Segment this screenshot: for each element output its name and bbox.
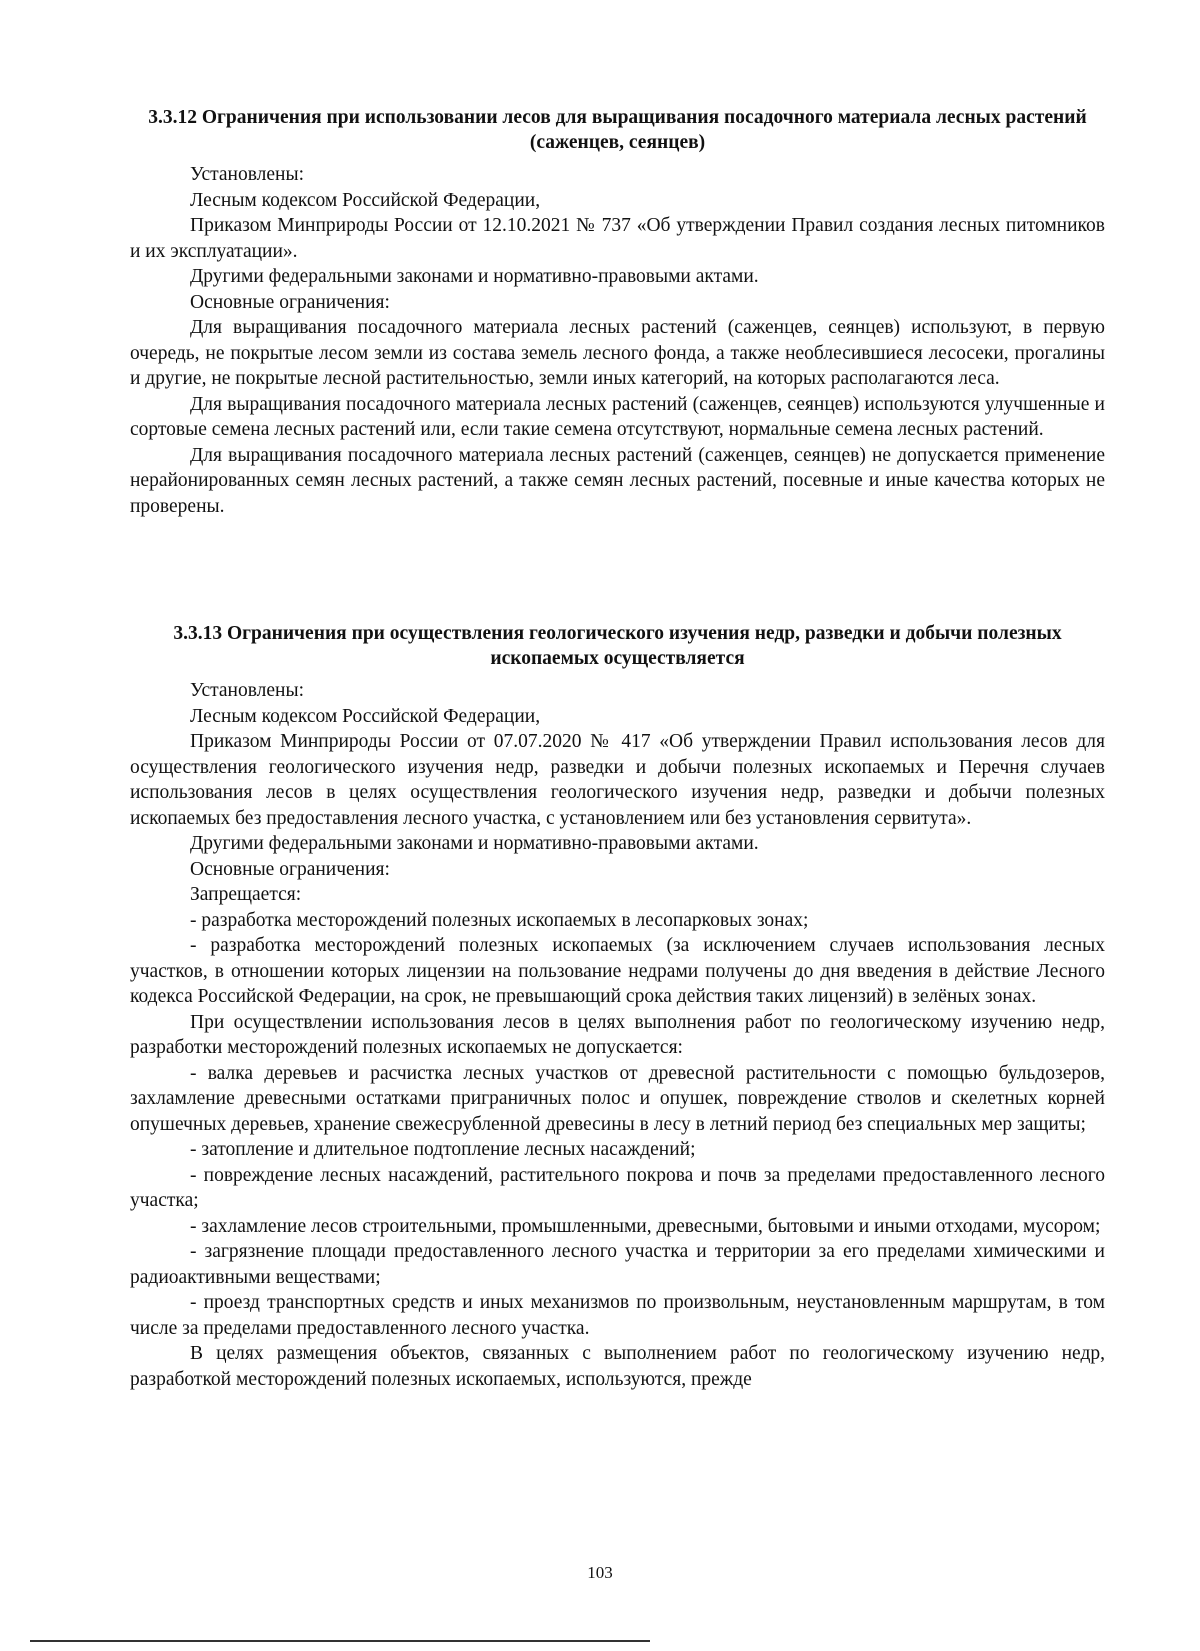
paragraph: Основные ограничения: — [190, 291, 390, 313]
list-item: - проезд транспортных средств и иных механизмов по произвольным, неустановленным маршрутам, в том числе за пределами предоставленного лесного участка. — [130, 1292, 1105, 1339]
paragraph: Запрещается: — [190, 884, 302, 905]
list-item: - разработка месторождений полезных ископаемых (за исключением случаев использования лесных участков, в отношении которых лицензии на пользование недрами получены до дня введения в действие Лесного кодекса Российской Федерации, на срок, не превышающий срока действия таких лицензий) в зелёных зонах. — [130, 935, 1105, 1007]
list-item: - валка деревьев и расчистка лесных участков от древесной растительности с помощью бульдозеров, захламление древесными остатками приграничных полос и опушек, повреждение стволов и скелетных корней опушечных деревьев, хранение свежесрубленной древесины в лесу в летний период без специальных мер защиты; — [130, 1062, 1105, 1135]
list-item: - затопление и длительное подтопление лесных насаждений; — [190, 1139, 696, 1160]
paragraph: Основные ограничения: — [190, 858, 390, 880]
paragraph: Приказом Минприроды России от 07.07.2020 № 417 «Об утверждении Правил использования лесов для осуществления геологического изучения недр, разведки и добычи полезных ископаемых и Перечня случаев использования лесов в целях осуществления геологического изучения недр, разведки и добычи полезных ископаемых без предоставления лесного участка, с установлением или без установления сервитута». — [130, 731, 1105, 829]
section-3-3-13 — [130, 621, 1105, 1392]
page-number: 103 — [587, 1563, 613, 1582]
paragraph: Лесным кодексом Российской Федерации, — [190, 705, 541, 727]
paragraph: Для выращивания посадочного материала лесных растений (саженцев, сеянцев) не допускается применение нерайонированных семян лесных растений, а также семян лесных растений, посевные и иные качества которых не проверены. — [130, 444, 1105, 517]
section-heading: 3.3.12 Ограничения при использовании лесов для выращивания посадочного материала лесных растений (саженцев, сеянцев) — [148, 107, 1087, 153]
paragraph: Для выращивания посадочного материала лесных растений (саженцев, сеянцев) используют, в первую очередь, не покрытые лесом земли из состава земель лесного фонда, а также необлесившиеся лесосеки, прогалины и другие, не покрытые лесной растительностью, земли иных категорий, на которых располагаются леса. — [130, 317, 1105, 389]
section-3-3-12 — [130, 105, 1105, 519]
paragraph: Лесным кодексом Российской Федерации, — [190, 189, 541, 211]
paragraph: Приказом Минприроды России от 12.10.2021 № 737 «Об утверждении Правил создания лесных питомников и их эксплуатации». — [130, 215, 1105, 262]
paragraph: Другими федеральными законами и нормативно-правовыми актами. — [190, 833, 759, 854]
list-item: - загрязнение площади предоставленного лесного участка и территории за его пределами химическими и радиоактивными веществами; — [130, 1241, 1105, 1288]
paragraph: Для выращивания посадочного материала лесных растений (саженцев, сеянцев) используются улучшенные и сортовые семена лесных растений или, если такие семена отсутствуют, нормальные семена лесных растений. — [130, 393, 1105, 440]
list-item: - разработка месторождений полезных ископаемых в лесопарковых зонах; — [190, 909, 809, 931]
list-item: - повреждение лесных насаждений, растительного покрова и почв за пределами предоставленного лесного участка; — [130, 1164, 1105, 1211]
paragraph: Другими федеральными законами и нормативно-правовыми актами. — [190, 266, 759, 287]
list-item: - захламление лесов строительными, промышленными, древесными, бытовыми и иными отходами, мусором; — [190, 1215, 1101, 1237]
paragraph: При осуществлении использования лесов в целях выполнения работ по геологическому изучению недр, разработки месторождений полезных ископаемых не допускается: — [130, 1011, 1105, 1058]
paragraph: Установлены: — [190, 164, 305, 185]
footer-rule — [30, 1640, 650, 1642]
section-heading: 3.3.13 Ограничения при осуществления геологического изучения недр, разведки и добычи полезных ископаемых осуществляется — [173, 623, 1062, 669]
paragraph: В целях размещения объектов, связанных с выполнением работ по геологическому изучению недр, разработкой месторождений полезных ископаемых, используются, прежде — [130, 1343, 1105, 1390]
paragraph: Установлены: — [190, 680, 305, 701]
